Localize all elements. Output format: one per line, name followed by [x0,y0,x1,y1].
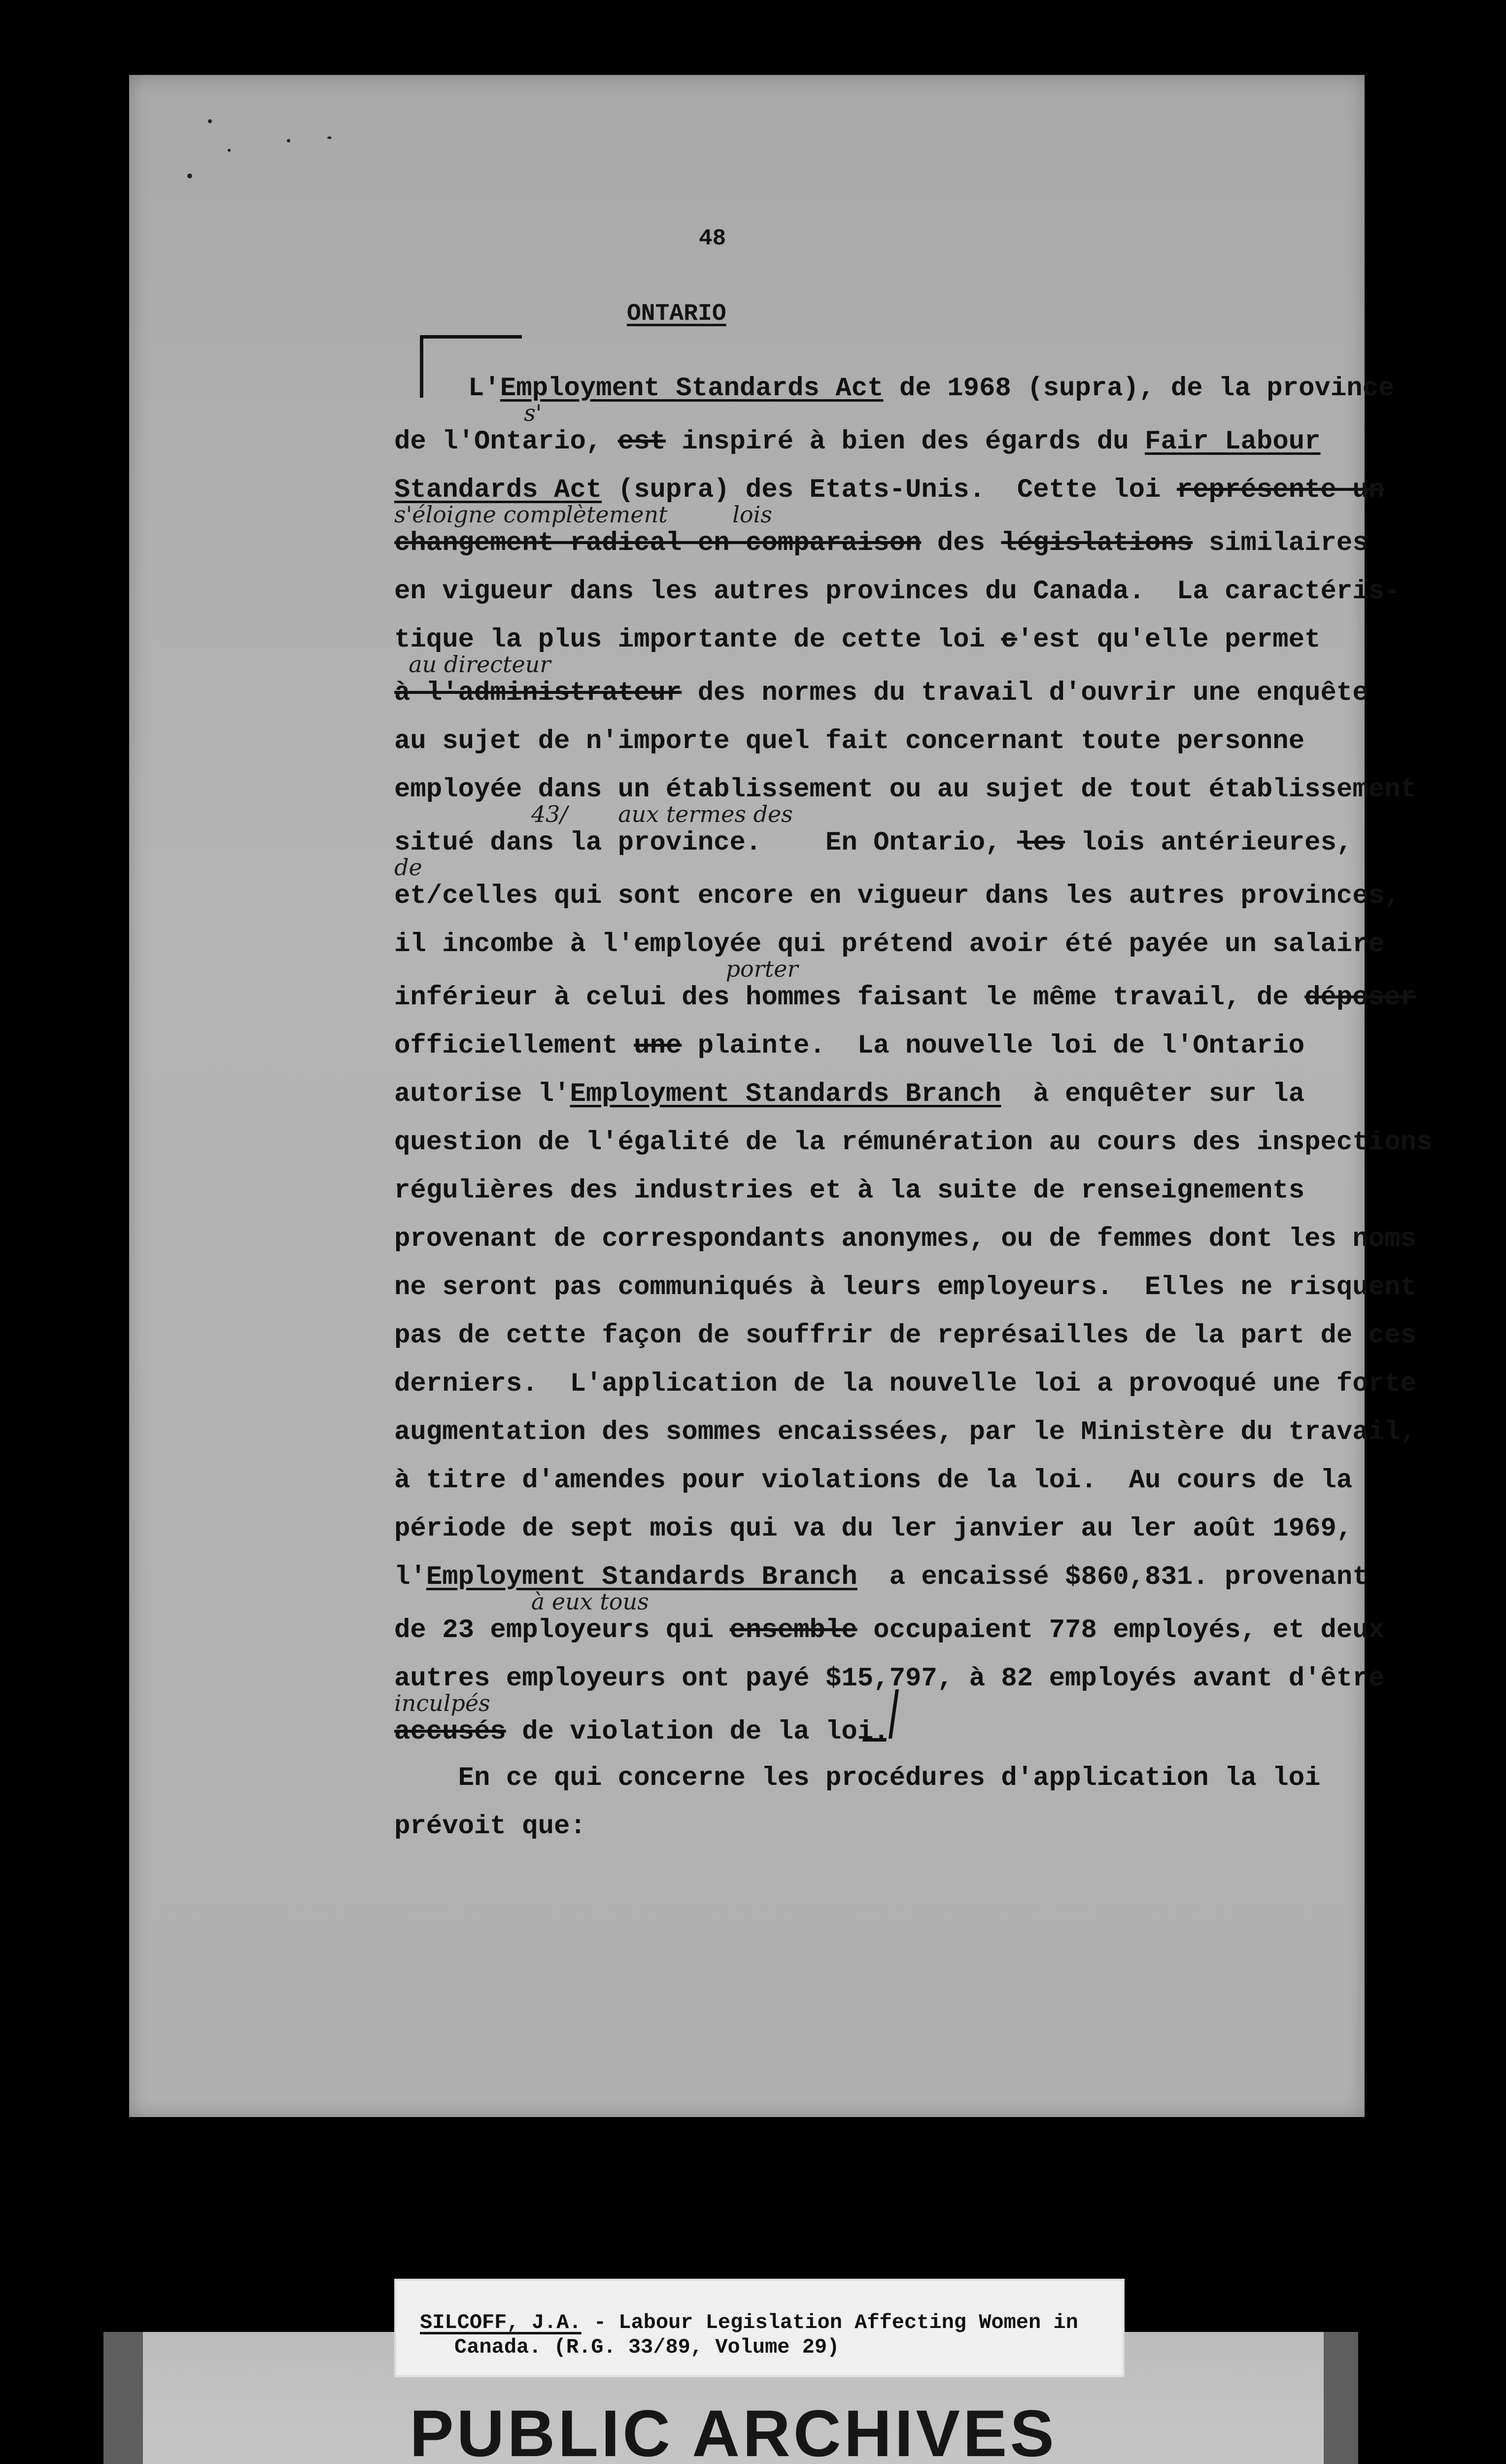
text-line [394,1312,1416,1360]
text-run: à titre d'amendes pour violations de la loi. Au cours de la [394,1466,1353,1496]
text-line [394,1215,1416,1264]
text-line [394,718,1360,766]
second-paragraph [394,1754,1360,1851]
struck-text: déposer [1304,983,1416,1013]
dust-speck [327,137,332,139]
handwritten-annotation: 43/ aux termes des [394,801,793,827]
text-line: En ce qui concerne les procédures d'application la loi [394,1763,1321,1793]
text-line [394,1655,1385,1703]
label-line-2: Canada. (R.G. 33/89, Volume 29) [454,2335,840,2359]
underlined-title: Fair Labour [1145,427,1321,457]
handwritten-annotation: s' [394,400,542,426]
text-run: autres employeurs ont payé $15,797, à 82 employés avant d'être [394,1664,1385,1694]
text-run: officiellement [394,1031,634,1061]
page-number: 48 [699,226,726,251]
text-line [394,1607,1385,1655]
text-line [394,1457,1360,1505]
dust-speck [187,173,192,178]
dust-speck [208,119,212,123]
text-line [394,819,1360,867]
main-paragraph [394,365,1433,1756]
underlined-title: Employment Standards Branch [426,1562,857,1592]
text-run: provenant de correspondants anonymes, ou de femmes dont les noms [394,1224,1416,1254]
text-run: inférieur à celui des hommes faisant le même travail, de [394,983,1305,1013]
text-line [394,1070,1360,1119]
text-run: au sujet de n'importe quel fait concernant toute personne [394,726,1305,756]
struck-text: représente un [1176,475,1385,505]
text-line [394,669,1369,718]
text-line: prévoit que: [394,1812,586,1842]
text-run: derniers. L'application de la nouvelle loi a provoqué une forte [394,1369,1416,1399]
text-run: de l'Ontario, [394,427,618,457]
struck-text: ensemble [729,1615,857,1645]
text-line [394,1264,1416,1312]
text-run: et/celles qui sont encore en vigueur dans les autres provinces, [394,881,1401,911]
text-line [394,418,1360,466]
text-line [394,1505,1360,1553]
handwritten-annotation: de [394,854,422,881]
struck-text: c [1001,625,1017,655]
text-run: ne seront pas communiqués à leurs employeurs. Elles ne risquent [394,1272,1416,1302]
text-run: tique la plus importante de cette loi [394,625,1001,655]
text-line [394,1408,1416,1457]
text-run: (supra) des Etats-Unis. Cette loi [602,475,1177,505]
text-run: il incombe à l'employée qui prétend avoir été payée un salaire [394,929,1385,959]
text-line [394,519,1369,568]
handwritten-annotation: à eux tous [394,1588,649,1615]
struck-text: législations [1001,528,1193,558]
struck-text: à l'administrateur [394,678,682,708]
text-run: à enquêter sur la [1001,1079,1305,1109]
dust-speck [287,139,290,142]
text-run: a encaissé $860,831. provenant [857,1562,1369,1592]
text-run: plainte. La nouvelle loi de l'Ontario [682,1031,1305,1061]
text-line [394,1360,1416,1408]
text-run: L' [468,374,500,404]
text-run: question de l'égalité de la rémunération au cours des inspections [394,1128,1433,1158]
text-run: similaires [1193,528,1369,558]
handwritten-annotation: s'éloigne complètement lois [394,501,772,528]
label-author: SILCOFF, J.A. [420,2311,582,2334]
text-run: de violation de la loi. [506,1717,890,1747]
text-line [394,872,1401,921]
text-line [394,974,1416,1022]
label-title: - Labour Legislation Affecting Women in [581,2311,1078,2334]
text-run: 'est qu'elle permet [1017,625,1321,655]
handwritten-annotation: au directeur [394,651,551,678]
text-run: augmentation des sommes encaissées, par le Ministère du travail, [394,1417,1416,1447]
handwritten-annotation: inculpés [394,1690,490,1716]
text-run: autorise l' [394,1079,570,1109]
section-heading: ONTARIO [627,301,726,327]
text-run: l' [394,1562,426,1592]
struck-text: les [1017,828,1065,858]
text-run: pas de cette façon de souffrir de représailles de la part de ces [394,1321,1416,1351]
text-line [394,1167,1360,1215]
archive-line-public-archives: PUBLIC ARCHIVES [410,2397,1057,2464]
text-run: de 1968 (supra), de la province [883,374,1395,404]
struck-text: changement radical en comparaison [394,528,922,558]
text-run: des [921,528,1001,558]
text-run: des normes du travail d'ouvrir une enquête [682,678,1369,708]
text-run: période de sept mois qui va du ler janvier au ler août 1969, [394,1514,1353,1544]
text-run: lois antérieures, [1065,828,1353,858]
text-line [394,1022,1360,1070]
text-run: occupaient 778 employés, et deux [857,1615,1385,1645]
text-run: employée dans un établissement ou au sujet de tout établissement [394,775,1416,805]
struck-text: une [634,1031,682,1061]
label-line-1 [420,2310,1123,2335]
text-run: de 23 employeurs qui [394,1615,730,1645]
text-run: inspiré à bien des égards du [665,427,1145,457]
handwritten-annotation: porter [394,956,798,982]
text-run: situé dans la province. En Ontario, [394,828,1017,858]
dust-speck [228,149,231,152]
text-line [394,1708,1360,1756]
text-line [394,1119,1433,1167]
underlined-title: Employment Standards Branch [570,1079,1001,1109]
struck-text: accusés [394,1717,506,1747]
underlined-title: Employment Standards Act [500,374,884,404]
text-line [394,568,1401,616]
text-run: régulières des industries et à la suite de renseignements [394,1176,1305,1206]
text-run: en vigueur dans les autres provinces du Canada. La caractéris- [394,577,1401,607]
catalog-label-card [394,2279,1125,2377]
underlined-title: Standards Act [394,475,602,505]
struck-text: est [617,427,666,457]
